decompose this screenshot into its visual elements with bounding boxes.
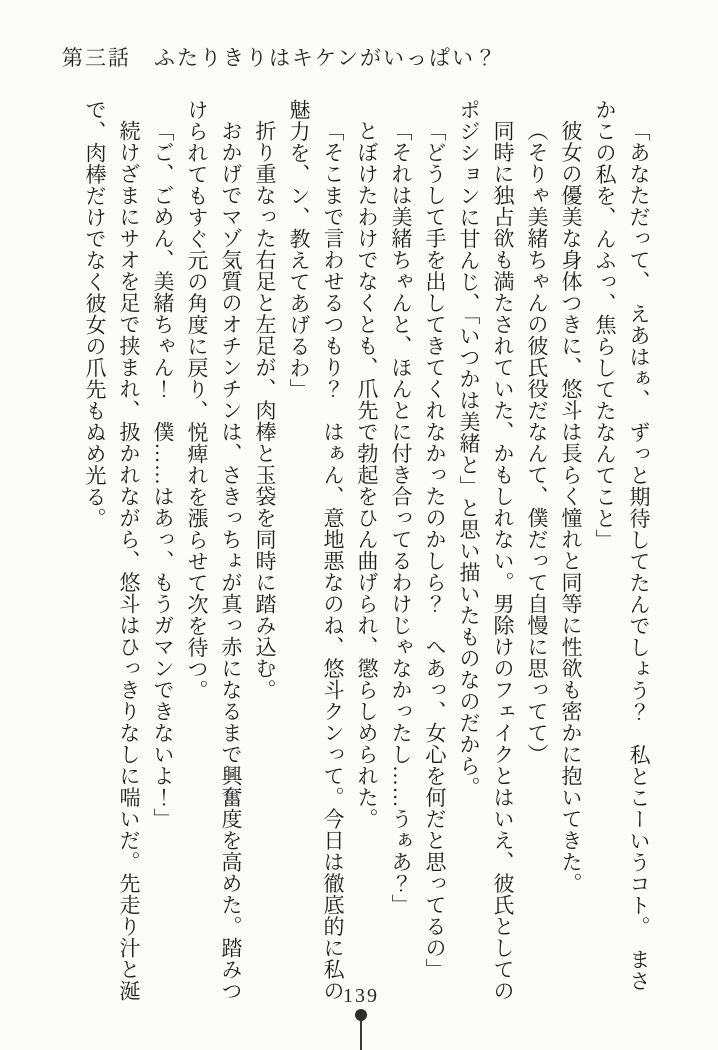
paragraph-narration: 同時に独占欲も満たされていた、かもしれない。男除けのフェイクとはいえ、彼氏としてのポジションに甘んじ、「いつかは美緒と」と思い描いたものなのだから。	[457, 99, 515, 1002]
paragraph-dialogue: 「あなただって、 えあはぁ、 ずっと期待してたんでしょう？ 私とこーいうコト。 まさかこの私を、んふっ、焦らしてたなんてこと」	[593, 99, 651, 992]
paragraph-narration: おかげでマゾ気質のオチンチンは、さきっちょが真っ赤になるまで興奮度を高めた。踏みつけられてもすぐ元の角度に戻り、悦痺れを漲らせて次を待つ。	[185, 99, 243, 1002]
paragraph-dialogue: 「それは美緒ちゃんと、ほんとに付き合ってるわけじゃなかったし……うぁあ？」	[389, 120, 413, 916]
footer-dot-ornament	[355, 1009, 367, 1021]
paragraph-dialogue: 「どうして手を出してきてくれなかったのかしら？ へあっ、女心を何だと思ってるの」	[423, 120, 447, 980]
paragraph-narration: 続けざまにサオを足で挟まれ、扱かれながら、悠斗はひっきりなしに喘いだ。先走り汁と涎で、肉棒だけでなく彼女の爪先もぬめ光る。	[83, 99, 141, 1002]
footer-stem-line	[360, 1021, 362, 1050]
chapter-header: 第三話 ふたりきりはキケンがいっぱい？	[62, 46, 498, 70]
page-number: 139	[343, 985, 379, 1007]
paragraph-dialogue: 「ご、ごめん、美緒ちゃん！ 僕……はあっ、もうガマンできないよ！」	[151, 120, 175, 830]
paragraph-narration: とぼけたわけでなくとも、爪先で勃起をひん曲げられ、懲らしめられた。	[355, 120, 379, 830]
page-footer	[0, 985, 718, 1050]
paragraph-narration: 彼女の優美な身体つきに、悠斗は長らく憧れと同等に性欲も密かに抱いてきた。	[559, 120, 583, 894]
paragraph-dialogue: 「そこまで言わせるつもり？ はぁん、意地悪なのね、悠斗クンって。今日は徹底的に私の魅力を、ン、教えてあげるわ」	[287, 99, 345, 1002]
paragraph-narration: 折り重なった右足と左足が、肉棒と玉袋を同時に踏み込む。	[253, 120, 277, 701]
body-text	[62, 99, 656, 1005]
paragraph-thought: （そりゃ美緒ちゃんの彼氏役だなんて、僕だって自慢に思ってて）	[525, 120, 549, 765]
